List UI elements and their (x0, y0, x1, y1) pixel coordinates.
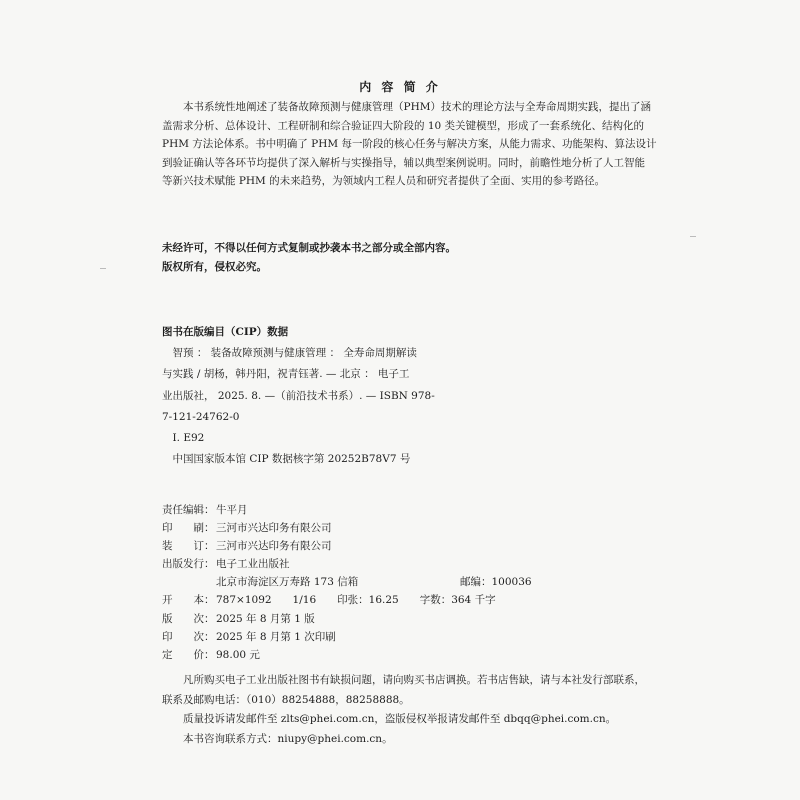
notice-line: 质量投诉请发邮件至 zlts@phei.com.cn，盗版侵权举报请发邮件至 dbqq@phei.com.cn。 (183, 713, 617, 725)
cip-line: 业出版社， 2025. 8. —（前沿技术书系）. — ISBN 978- (162, 389, 435, 402)
notice-line: 凡所购买电子工业出版社图书有缺损问题，请向购买书店调换。若书店售缺，请与本社发行部联系， (162, 674, 645, 686)
binder-label: 装 订： (162, 540, 215, 553)
format-value: 787×1092 1/16 印张：16.25 字数：364 千字 (216, 594, 496, 607)
cip-line: 中国国家版本馆 CIP 数据核字第 20252B78V7 号 (162, 453, 411, 466)
purchase-notice (162, 671, 645, 749)
intro-line: 盖需求分析、总体设计、工程研制和综合验证四大阶段的 10 类关键模型，形成了一套系统化、结构化的 (162, 119, 645, 132)
publisher-label: 出版发行： (162, 558, 215, 571)
postcode-value: 邮编：100036 (460, 576, 532, 589)
address-value: 北京市海淀区万寿路 173 信箱 (216, 576, 359, 589)
intro-line: 到验证确认等各环节均提供了深入解析与实操指导，辅以典型案例说明。同时，前瞻性地分析了人工智能 (162, 156, 645, 169)
cip-block (162, 322, 435, 470)
editor-value: 牛平月 (216, 504, 248, 516)
impression-value: 2025 年 8 月第 1 次印刷 (216, 630, 336, 643)
edition-value: 2025 年 8 月第 1 版 (216, 612, 315, 625)
rights-line: 版权所有，侵权必究。 (162, 260, 267, 273)
cip-line: 与实践 / 胡杨，韩丹阳，祝青钰著. — 北京 ： 电子工 (162, 368, 410, 381)
impression-label: 印 次： (162, 630, 215, 643)
printer-label: 印 刷： (162, 522, 215, 535)
notice-line: 联系及邮购电话：（010）88254888，88258888。 (162, 693, 410, 706)
copyright-notice (162, 239, 456, 276)
binder-value: 三河市兴达印务有限公司 (216, 540, 332, 553)
cip-title: 图书在版编目（CIP）数据 (162, 326, 289, 338)
notice-line: 本书咨询联系方式：niupy@phei.com.cn。 (183, 732, 393, 745)
intro-line: PHM 方法论体系。书中明确了 PHM 每一阶段的核心任务与解决方案，从能力需求、功能架构、算法设计 (162, 138, 657, 151)
intro-body (162, 98, 657, 191)
price-label: 定 价： (162, 648, 215, 661)
cip-line: 7-121-24762-0 (162, 410, 240, 423)
intro-title: 内 容 简 介 (359, 80, 441, 94)
scan-speck (100, 268, 106, 269)
printer-value: 三河市兴达印务有限公司 (216, 522, 332, 535)
intro-line: 等新兴技术赋能 PHM 的未来趋势，为领域内工程人员和研究者提供了全面、实用的参考路径。 (162, 175, 606, 188)
cip-line: 智预 ： 装备故障预测与健康管理 ： 全寿命周期解读 (162, 347, 417, 360)
cip-line: Ⅰ. E92 (162, 432, 205, 445)
edition-label: 版 次： (162, 612, 215, 625)
rights-line: 未经许可，不得以任何方式复制或抄袭本书之部分或全部内容。 (162, 242, 456, 254)
editor-label: 责任编辑： (162, 504, 215, 516)
price-value: 98.00 元 (216, 648, 260, 661)
intro-line: 本书系统性地阐述了装备故障预测与健康管理（PHM）技术的理论方法与全寿命周期实践，提出了涵 (162, 101, 651, 113)
scan-speck (690, 236, 696, 237)
format-label: 开 本： (162, 594, 215, 607)
publisher-value: 电子工业出版社 (216, 558, 290, 571)
